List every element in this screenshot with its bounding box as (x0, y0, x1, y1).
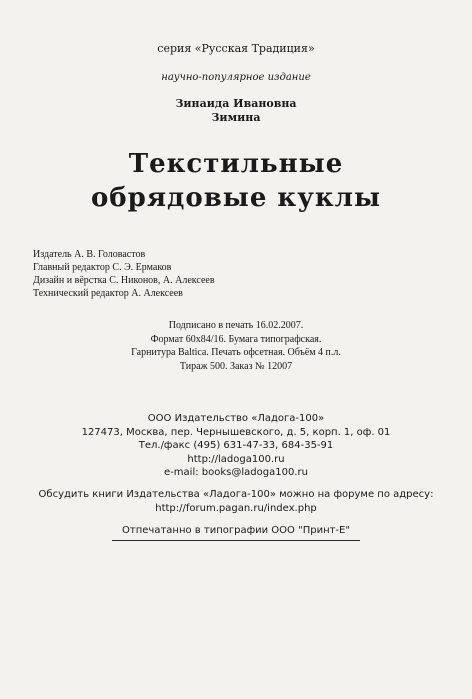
title-line-1: Текстильные (128, 149, 344, 179)
book-title (0, 147, 472, 215)
series-label: серия «Русская Традиция» (157, 42, 315, 55)
publisher-block (0, 412, 472, 480)
credit-tech-editor: Технический редактор А. Алексеев (33, 288, 183, 299)
publisher-website: http://ladoga100.ru (187, 453, 285, 465)
forum-url: http://forum.pagan.ru/index.php (155, 502, 317, 514)
author-name (0, 97, 472, 125)
title-line-2: обрядовые куклы (90, 183, 382, 213)
print-date: Подписано в печать 16.02.2007. (168, 320, 304, 331)
publisher-email: e-mail: books@ladoga100.ru (164, 467, 308, 478)
print-run: Тираж 500. Заказ № 12007 (179, 360, 293, 372)
credit-editor: Главный редактор С. Э. Ермаков (33, 262, 172, 273)
credit-publisher: Издатель А. В. Головастов (33, 249, 146, 260)
forum-block (0, 488, 472, 515)
publisher-address: 127473, Москва, пер. Чернышевского, д. 5, корп. 1, оф. 01 (81, 426, 391, 438)
print-format: Формат 60х84/16. Бумага типографская. (150, 333, 322, 345)
credits-block (33, 248, 215, 300)
credit-design: Дизайн и вёрстка С. Никонов, А. Алексеев (33, 275, 215, 286)
print-typeface: Гарнитура Baltica. Печать офсетная. Объём 4 п.л. (131, 347, 341, 358)
printer-line: Отпечатанно в типографии ООО "Принт-Е" (122, 525, 350, 536)
publisher-name: ООО Издательство «Ладога-100» (147, 413, 325, 424)
edition-type: научно-популярное издание (161, 72, 311, 83)
publisher-phone: Тел./факс (495) 631-47-33, 684-35-91 (138, 440, 334, 451)
divider-rule (112, 540, 360, 541)
author-last-line: Зимина (211, 111, 261, 124)
forum-text: Обсудить книги Издательства «Ладога-100» можно на форуме по адресу: (38, 489, 434, 500)
print-info-block (0, 319, 472, 373)
author-first-line: Зинаида Ивановна (175, 97, 297, 110)
